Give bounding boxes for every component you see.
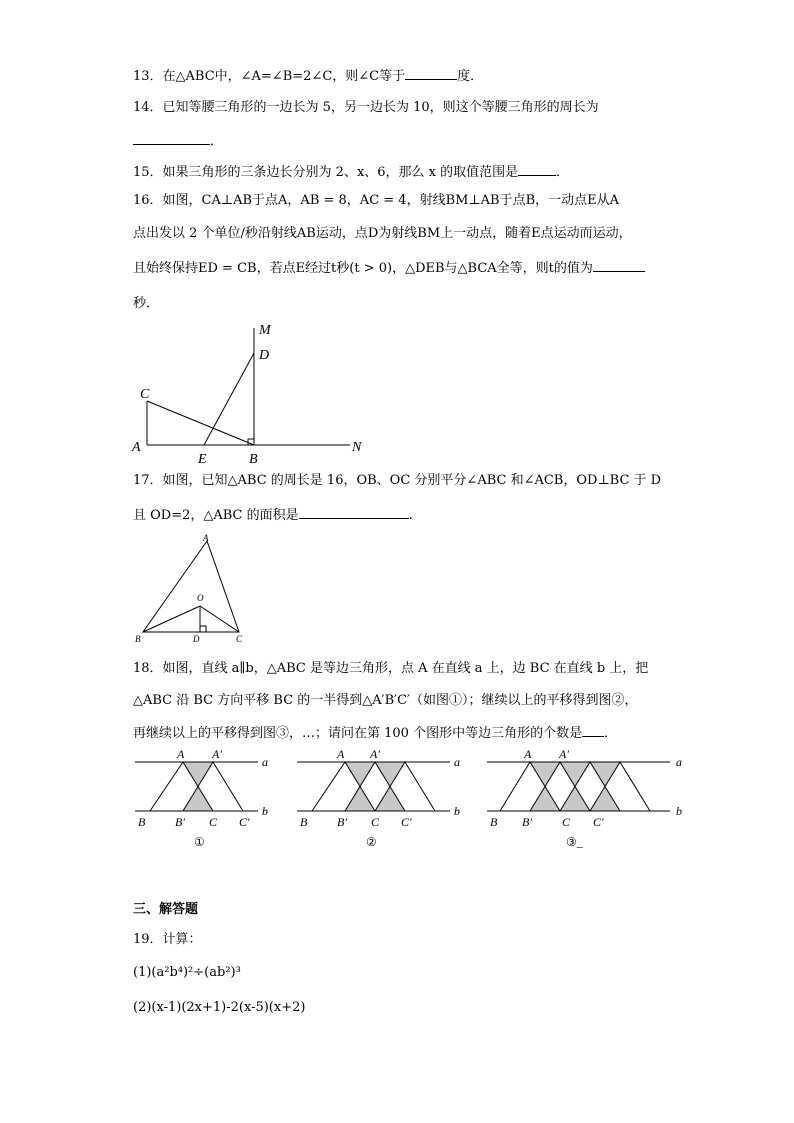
question-19-part1: (1)(a²b⁴)²÷(ab²)³ [133, 965, 241, 980]
label-D: D [259, 348, 270, 363]
question-19-part2: (2)(x-1)(2x+1)-2(x-5)(x+2) [133, 1000, 306, 1015]
q16-answer-blank[interactable] [593, 258, 645, 272]
label-B-prime: B′ [522, 815, 532, 829]
label-O: O [197, 593, 204, 603]
question-18-line2: △ABC 沿 BC 方向平移 BC 的一半得到△A′B′C′（如图①）；继续以上的平移得到图②， [133, 693, 638, 708]
label-b: b [454, 804, 460, 818]
question-13 [133, 66, 483, 86]
segment-ED [204, 353, 254, 445]
q14-answer-blank[interactable] [133, 131, 210, 145]
q17-text: 且 OD=2，△ABC 的面积是 [133, 508, 299, 523]
question-17-line2 [133, 505, 413, 525]
right-angle-mark [200, 626, 206, 632]
label-B: B [135, 634, 141, 644]
figure-number: ② [366, 835, 377, 849]
overlap-top-2 [375, 762, 405, 786]
q13-suffix: 度． [457, 69, 484, 84]
label-A-prime: A′ [370, 747, 380, 761]
q18-text: 再继续以上的平移得到图③，…；请问在第 100 个图形中等边三角形的个数是 [133, 726, 583, 741]
label-C: C [371, 815, 380, 829]
question-16: 16．如图，CA⊥AB于点A，AB = 8，AC = 4，射线BM⊥AB于点B，一动点E从A [133, 193, 620, 208]
label-A-prime: A′ [212, 747, 222, 761]
question-14: 14．已知等腰三角形的一边长为 5，另一边长为 10，则这个等腰三角形的周长为 [133, 100, 599, 115]
q15-suffix: ． [556, 165, 570, 180]
question-19: 19．计算： [133, 932, 202, 947]
label-A: A [337, 747, 345, 761]
question-18-line3 [133, 723, 617, 743]
q18-figure-3 [482, 744, 692, 854]
q17-suffix: . [408, 508, 413, 523]
segment-CB [147, 401, 254, 445]
q16-text: 且始终保持ED = CB，若点E经过t秒(t > 0)，△DEB与△BCA全等，则t的值为 [133, 261, 593, 276]
label-a: a [262, 755, 268, 769]
question-16-line4: 秒． [133, 296, 160, 311]
q13-answer-blank[interactable] [405, 66, 457, 80]
question-16-line3 [133, 258, 645, 278]
section-heading: 三、解答题 [133, 902, 199, 917]
overlap-top-2 [560, 762, 590, 786]
overlap-bottom-3 [590, 786, 620, 811]
label-a: a [454, 755, 460, 769]
label-D: D [193, 634, 200, 644]
label-C-prime: C′ [401, 815, 412, 829]
q14-suffix: ． [210, 134, 224, 149]
q18-figure-1 [130, 744, 280, 854]
question-15 [133, 162, 569, 182]
q18-answer-blank[interactable] [582, 723, 604, 737]
label-A-prime: A′ [559, 747, 569, 761]
label-C: C [209, 815, 218, 829]
label-C: C [562, 815, 571, 829]
label-A: A [524, 747, 532, 761]
label-B: B [138, 815, 146, 829]
overlap-top-1 [530, 762, 560, 786]
question-14-line2 [133, 131, 223, 151]
label-B-prime: B′ [337, 815, 347, 829]
overlap-bottom-2 [375, 786, 405, 811]
overlap-top-1 [345, 762, 375, 786]
triangle-ABC [143, 541, 239, 632]
figure-number: ① [194, 835, 205, 849]
overlap-bottom-1 [530, 786, 560, 811]
label-b: b [262, 804, 268, 818]
label-C-prime: C′ [239, 815, 250, 829]
q18-suffix: ． [604, 726, 618, 741]
overlap-top [183, 762, 213, 786]
figure-number: ③_ [566, 835, 583, 849]
question-17: 17．如图，已知△ABC 的周长是 16，OB、OC 分别平分∠ABC 和∠ACB，OD⊥BC 于 D [133, 473, 662, 488]
label-b: b [676, 804, 682, 818]
label-B-prime: B′ [175, 815, 185, 829]
label-C: C [140, 387, 150, 402]
label-A: A [177, 747, 185, 761]
label-C: C [236, 634, 243, 644]
overlap-bottom-1 [345, 786, 375, 811]
q16-figure [128, 318, 378, 468]
label-A: A [203, 533, 209, 543]
q17-figure [130, 532, 255, 650]
label-N: N [352, 440, 362, 455]
q15-text: 15．如果三角形的三条边长分别为 2、x、6，那么 x 的取值范围是 [133, 165, 519, 180]
label-B: B [249, 452, 258, 467]
label-E: E [198, 452, 207, 467]
overlap-bottom [183, 786, 213, 811]
q18-figure-2 [292, 744, 467, 854]
label-M: M [259, 323, 271, 338]
question-18: 18．如图，直线 a∥b，△ABC 是等边三角形，点 A 在直线 a 上，边 BC 在直线 b 上，把 [133, 661, 649, 676]
label-a: a [676, 755, 682, 769]
label-B: B [300, 815, 308, 829]
overlap-top-3 [590, 762, 620, 786]
q15-answer-blank[interactable] [518, 162, 556, 176]
overlap-bottom-2 [560, 786, 590, 811]
label-C-prime: C′ [593, 815, 604, 829]
q17-answer-blank[interactable] [299, 505, 409, 519]
label-A: A [132, 440, 141, 455]
q13-text: 13．在△ABC中，∠A=∠B=2∠C，则∠C等于 [133, 69, 406, 84]
label-B: B [490, 815, 498, 829]
question-16-line2: 点出发以 2 个单位/秒沿射线AB运动，点D为射线BM上一动点，随着E点运动而运动， [133, 226, 632, 241]
